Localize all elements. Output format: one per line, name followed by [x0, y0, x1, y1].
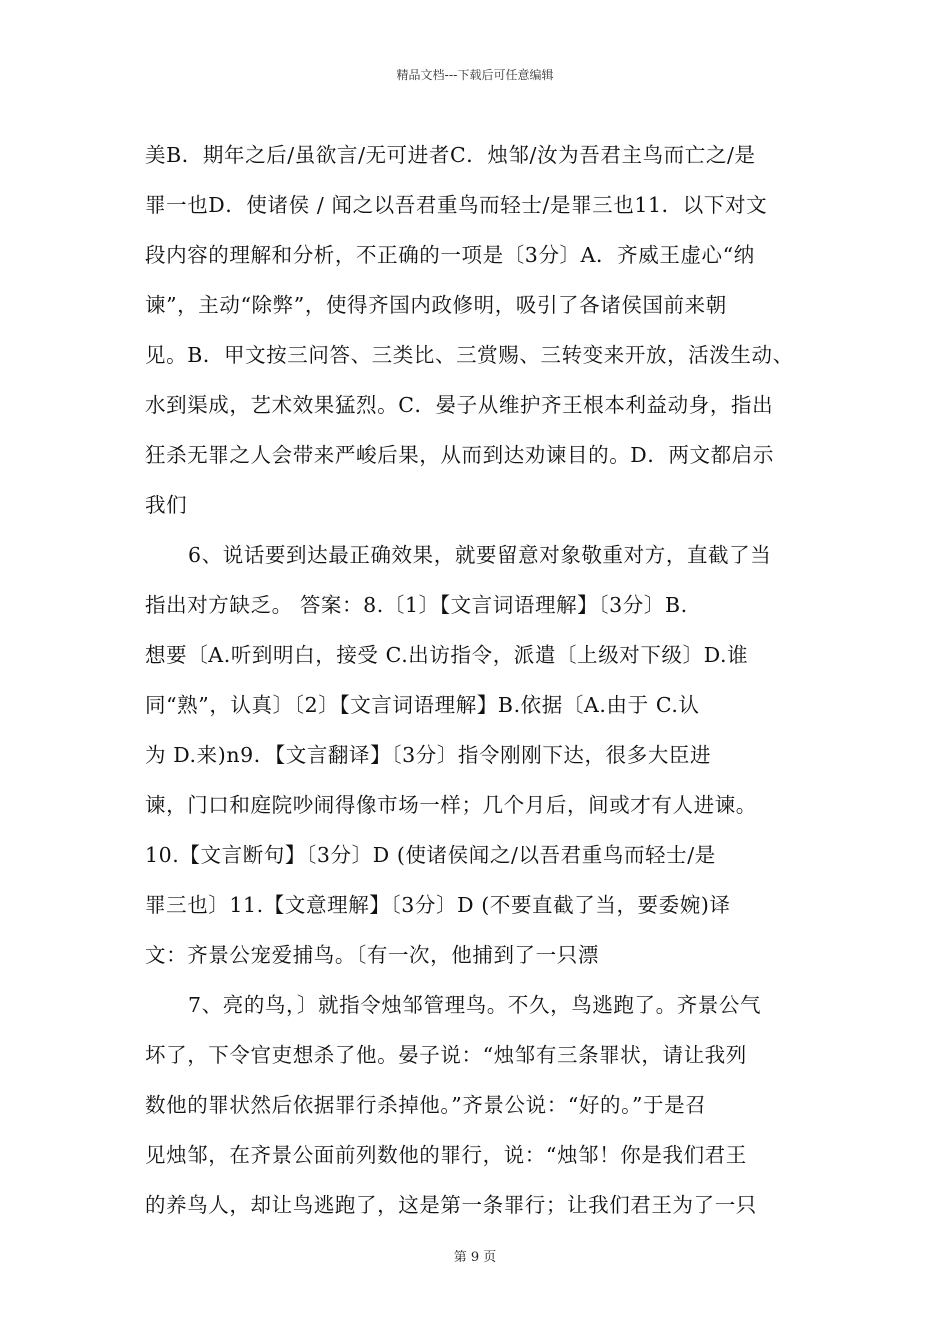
text-line: 指出对方缺乏。 答案：8.〔1〕【文言词语理解】〔3分〕B.: [145, 593, 688, 617]
text-line: 狂杀无罪之人会带来严峻后果，从而到达劝谏目的。D．两文都启示: [145, 443, 774, 467]
text-line: 罪一也D．使诸侯 / 闻之以吾君重鸟而轻士/是罪三也11．以下对文: [145, 193, 768, 217]
text-line: 10.【文言断句】〔3分〕D (使诸侯闻之/以吾君重鸟而轻士/是: [145, 843, 716, 867]
text-line: 数他的罪状然后依据罪行杀掉他。”齐景公说：“好的。”于是召: [145, 1093, 707, 1117]
paragraph-start-line: 7、亮的鸟，〕就指令烛邹管理鸟。不久，鸟逃跑了。齐景公气: [188, 993, 762, 1017]
text-line: 段内容的理解和分析，不正确的一项是〔3分〕A．齐威王虚心“纳: [145, 243, 755, 267]
text-line: 想要〔A.听到明白，接受 C.出访指令，派遣〔上级对下级〕D.谁: [145, 643, 749, 667]
page-header: 精品文档---下载后可任意编辑: [396, 68, 554, 82]
text-line: 我们: [145, 493, 188, 517]
text-line: 美B．期年之后/虽欲言/无可进者C．烛邹/汝为吾君主鸟而亡之/是: [145, 143, 756, 167]
page-number: 第 9 页: [453, 1250, 497, 1265]
text-line: 同“熟”，认真〕〔2〕【文言词语理解】B.依据〔A.由于 C.认: [145, 693, 700, 717]
document-body: [145, 130, 810, 1230]
text-line: 水到渠成，艺术效果猛烈。C．晏子从维护齐王根本利益动身，指出: [145, 393, 774, 417]
text-line: 罪三也〕11.【文意理解】〔3分〕D (不要直截了当，要委婉)译: [145, 893, 731, 917]
text-line: 的养鸟人，却让鸟逃跑了，这是第一条罪行；让我们君王为了一只: [145, 1193, 757, 1217]
text-line: 坏了，下令官吏想杀了他。晏子说：“烛邹有三条罪状，请让我列: [145, 1043, 747, 1067]
text-line: 见烛邹，在齐景公面前列数他的罪行，说：“烛邹！你是我们君王: [145, 1143, 747, 1167]
text-line: 见。B．甲文按三问答、三类比、三赏赐、三转变来开放，活泼生动、: [145, 343, 794, 367]
paragraph-start-line: 6、说话要到达最正确效果，就要留意对象敬重对方，直截了当: [188, 543, 772, 567]
text-line: 谏，门口和庭院吵闹得像市场一样；几个月后，间或才有人进谏。: [145, 793, 757, 817]
text-line: 文：齐景公宠爱捕鸟。〔有一次，他捕到了一只漂: [145, 943, 599, 967]
text-line: 为 D.来)n9．【文言翻译】〔3分〕指令刚刚下达，很多大臣进: [145, 743, 712, 767]
text-line: 谏”，主动“除弊”，使得齐国内政修明，吸引了各诸侯国前来朝: [145, 293, 727, 317]
